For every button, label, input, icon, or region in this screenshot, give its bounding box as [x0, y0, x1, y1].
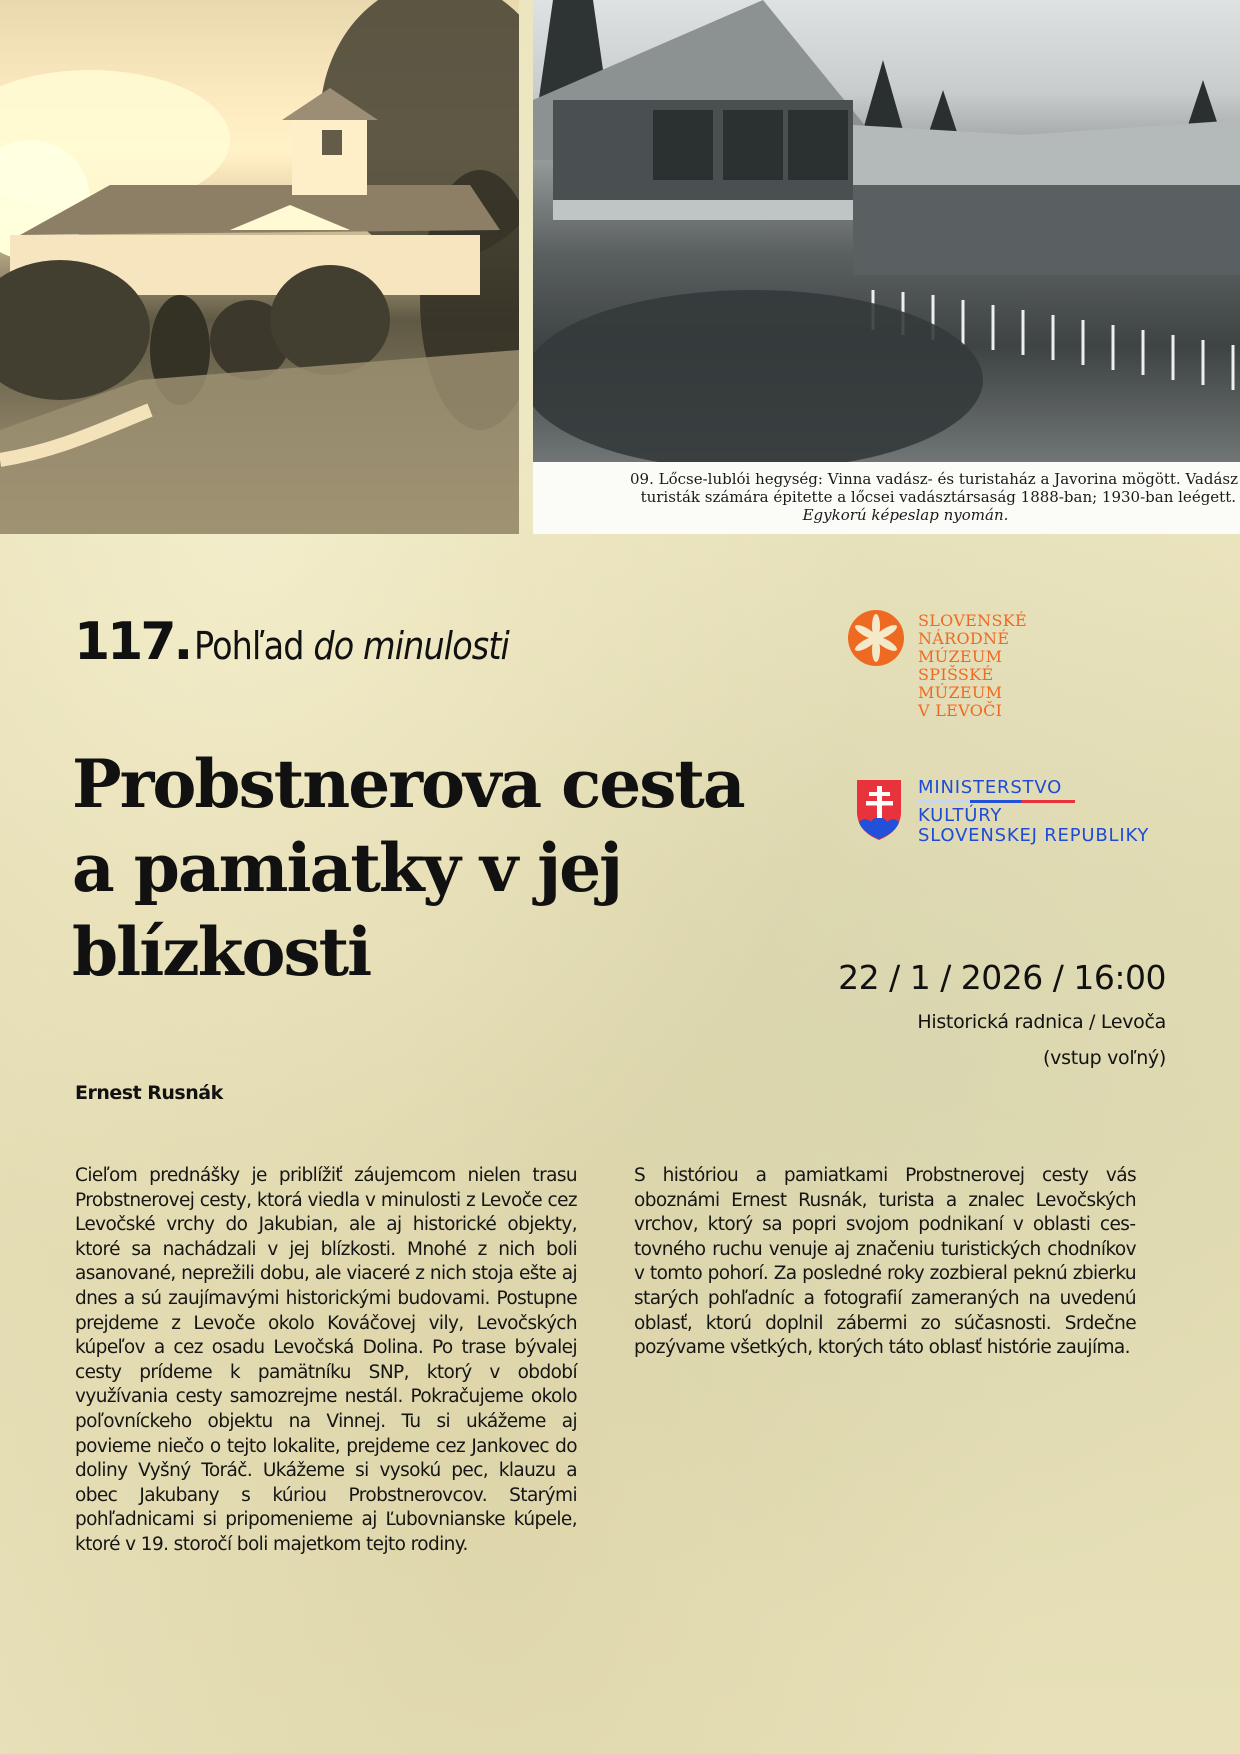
- tricolor-rule: [918, 800, 1075, 803]
- photo-lodge-icon: [533, 0, 1240, 462]
- caption-line: turisták számára épitette a lőcsei vadásztársaság 1888-ban; 1930-ban leégett.: [640, 488, 1236, 506]
- body-paragraph: Cieľom prednášky je priblížiť záujemcom nielen trasu Probstnerovej cesty, ktorá viedla v minulosti z Levoče cez Levočské vrchy do Jakubian, ale aj historické objekty, ktoré sa nachádzali v jej blízkosti. Mnohé z nich boli asanované, neprežili dobu, ale viaceré z nich stoja ešte aj dnes a sú zaujímavými historickými budovami. Postupne prejdeme z Levoče okolo Kováčovej vily, Levočských kúpeľov a cez osadu Levočská Dolina. Po trase bývalej cesty prídeme k pamätníku SNP, ktorý v období využívania cesty samozrejme nestál. Pokračujeme okolo poľovníckeho objektu na Vinnej. Tu si ukážeme aj povieme niečo o tejto lokalite, prejdeme cez Jankovec do doliny Vyšný Toráč. Ukážeme si vysokú pec, klauzu a obec Jakubany s kúriou Probstnerovcov. Starými pohľadnicami si pripomenieme aj Ľubovnianske kúpele, ktoré v 19. storočí boli majetkom tejto rodiny.: [75, 1165, 577, 1555]
- museum-name-line: MÚZEUM: [918, 647, 1003, 666]
- body-paragraph: S históriou a pamiatkami Probstnerovej cesty vás oboznámi Ernest Rusnák, turista a znalec Levočských vrchov, ktorý sa popri svojom podnikaní v oblasti cestovného ruchu venuje aj značeniu turistických chodníkov v tomto pohorí. Za posledné roky zozbieral peknú zbierku starých pohľadníc a fotografií zameraných na uvedenú oblasť, ktorú doplnil zábermi zo súčasnosti. Srdečne pozývame všetkých, ktorých táto oblasť histórie zaujíma.: [634, 1165, 1136, 1359]
- museum-name-line: MÚZEUM: [918, 683, 1003, 702]
- photo-caption: [533, 462, 1240, 534]
- flower-rosette-icon: [848, 610, 904, 666]
- event-entry: (vstup voľný): [1043, 1047, 1166, 1069]
- series-word: [194, 624, 509, 668]
- caption-line: 09. Lőcse-lublói hegység: Vinna vadász- és turistaház a Javorina mögött. Vadász: [630, 470, 1238, 488]
- slovak-coat-of-arms-icon: [855, 778, 903, 842]
- ministry-name-line: KULTÚRY: [918, 805, 1003, 826]
- body-column-right: [634, 1164, 1136, 1361]
- event-info: [838, 958, 1166, 1070]
- museum-name-line: SPIŠSKÉ: [918, 665, 994, 684]
- historic-photo-lodge: [533, 0, 1240, 462]
- body-column-left: [75, 1164, 577, 1558]
- series-number: 117.: [74, 612, 191, 672]
- historic-photo-manor: [0, 0, 519, 534]
- series-heading: [74, 612, 552, 672]
- series-word-italic: do minulosti: [313, 624, 510, 668]
- photo-manor-icon: [0, 0, 519, 534]
- author-name: Ernest Rusnák: [75, 1082, 223, 1104]
- caption-line: Egykorú képeslap nyomán.: [802, 506, 1009, 524]
- ministry-name-line: SLOVENSKEJ REPUBLIKY: [918, 825, 1150, 846]
- event-place: Historická radnica / Levoča: [917, 1011, 1166, 1033]
- ministry-name-line: MINISTERSTVO: [918, 777, 1063, 798]
- ministry-name: [918, 778, 1149, 846]
- museum-name-line: SLOVENSKÉ: [918, 611, 1027, 630]
- page-title: [72, 742, 744, 994]
- title-line: blízkosti: [72, 913, 371, 991]
- museum-name: [918, 612, 1027, 720]
- series-word-regular: Pohľad: [194, 624, 305, 668]
- museum-name-line: NÁRODNÉ: [918, 629, 1010, 648]
- title-line: a pamiatky v jej: [72, 829, 621, 907]
- title-line: Probstnerova cesta: [72, 745, 744, 823]
- museum-name-line: V LEVOČI: [918, 701, 1003, 720]
- event-date-time: 22 / 1 / 2026 / 16:00: [838, 958, 1166, 997]
